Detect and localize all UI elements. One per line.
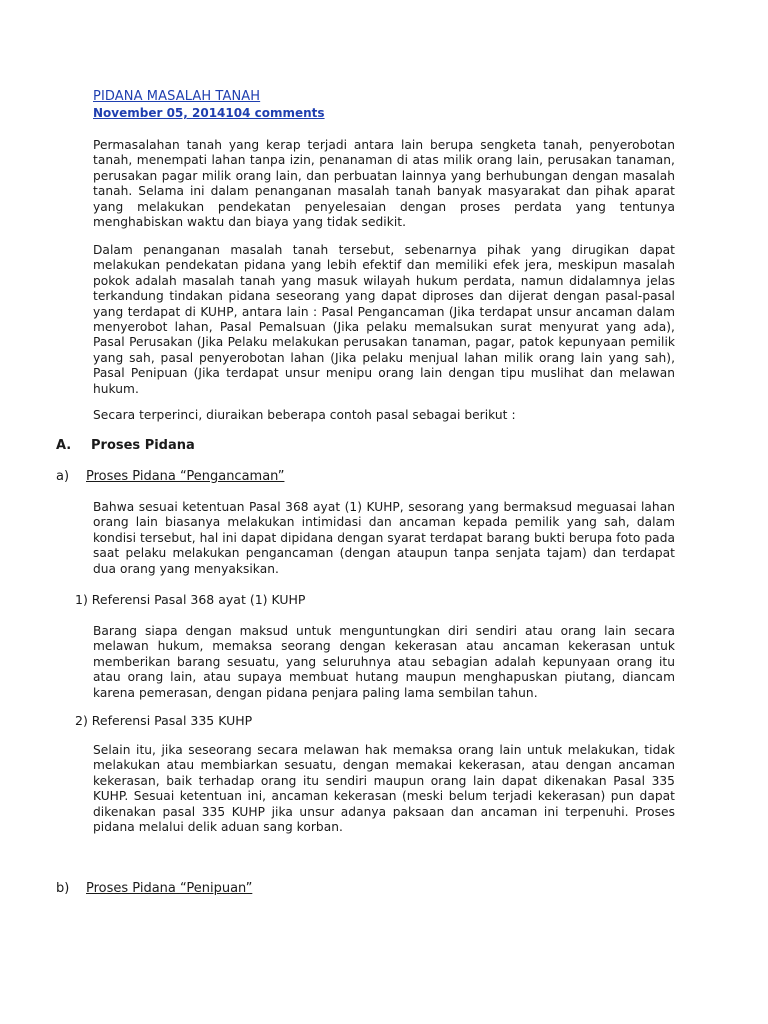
post-date-comments-link[interactable]: November 05, 2014104 comments xyxy=(93,106,325,120)
paragraph-intro: Permasalahan tanah yang kerap terjadi antara lain berupa sengketa tanah, penyerobotan tanah, menempati lahan tanpa izin, penanaman di atas milik orang lain, perusakan tanaman, perusakan pagar milik orang lain, dan perbuatan lainnya yang berhubungan dengan masalah tanah. Selama ini dalam penanganan masalah tanah banyak masyarakat dan pihak aparat yang melakukan pendekatan penyelesaian dengan proses perdata yang tentunya menghabiskan waktu dan biaya yang tidak sedikit. xyxy=(93,138,675,230)
paragraph-pasal-368: Barang siapa dengan maksud untuk menguntungkan diri sendiri atau orang lain secara melawan hukum, memaksa seorang dengan kekerasan atau ancaman kekerasan untuk memberikan barang sesuatu, yang seluruhnya atau sebagian adalah kepunyaan orang itu atau orang lain, atau supaya membuat hutang maupun menghapuskan piutang, diancam karena pemerasan, dengan pidana penjara paling lama sembilan tahun. xyxy=(93,624,675,700)
subsection-title: Proses Pidana “Penipuan” xyxy=(86,881,253,896)
section-heading-a xyxy=(56,438,195,453)
paragraph-approach: Dalam penanganan masalah tanah tersebut, sebenarnya pihak yang dirugikan dapat melakukan pendekatan pidana yang lebih efektif dan memiliki efek jera, meskipun masalah pokok adalah masalah tanah yang masuk wilayah hukum perdata, namun didalamnya jelas terkandung tindakan pidana seseorang yang dapat diproses dan dijerat dengan pasal-pasal yang terdapat di KUHP, antara lain : Pasal Pengancaman (Jika terdapat unsur ancaman dalam menyerobot lahan, Pasal Pemalsuan (Jika pelaku memalsukan surat menyurat yang ada), Pasal Perusakan (Jika Pelaku melakukan perusakan tanaman, pagar, patok kepunyaan pemilik yang sah, pasal penyerobotan lahan (Jika pelaku menjual lahan milik orang lain yang sah), Pasal Penipuan (Jika terdapat unsur menipu orang lain dengan tipu muslihat dan melawan hukum. xyxy=(93,243,675,396)
subsection-marker: b) xyxy=(56,881,70,896)
section-title: Proses Pidana xyxy=(91,438,195,453)
paragraph-pengancaman: Bahwa sesuai ketentuan Pasal 368 ayat (1) KUHP, sesorang yang bermaksud meguasai lahan orang lain biasanya melakukan intimidasi dan ancaman kepada pemilik yang sah, dalam kondisi tersebut, hal ini dapat dipidana dengan syarat terdapat barang bukti berupa foto pada saat pelaku melakukan pengancaman (dengan ataupun tanpa senjata tajam) dan terdapat dua orang yang menyaksikan. xyxy=(93,500,675,576)
subsection-marker: a) xyxy=(56,469,70,484)
section-letter: A. xyxy=(56,438,72,453)
paragraph-pasal-335: Selain itu, jika seseorang secara melawan hak memaksa orang lain untuk melakukan, tidak melakukan atau membiarkan sesuatu, dengan memakai kekerasan, atau dengan ancaman kekerasan, baik terhadap orang itu sendiri maupun orang lain dapat dikenakan Pasal 335 KUHP. Sesuai ketentuan ini, ancaman kekerasan (meski belum terjadi kekerasan) pun dapat dikenakan pasal 335 KUHP jika unsur adanya paksaan dan ancaman ini terpenuhi. Proses pidana melalui delik aduan sang korban. xyxy=(93,743,675,835)
reference-368: 1) Referensi Pasal 368 ayat (1) KUHP xyxy=(75,592,306,607)
post-title-link[interactable]: PIDANA MASALAH TANAH xyxy=(93,89,261,104)
reference-335: 2) Referensi Pasal 335 KUHP xyxy=(75,713,253,728)
subsection-title: Proses Pidana “Pengancaman” xyxy=(86,469,285,484)
paragraph-detail-intro: Secara terperinci, diuraikan beberapa contoh pasal sebagai berikut : xyxy=(93,408,516,422)
